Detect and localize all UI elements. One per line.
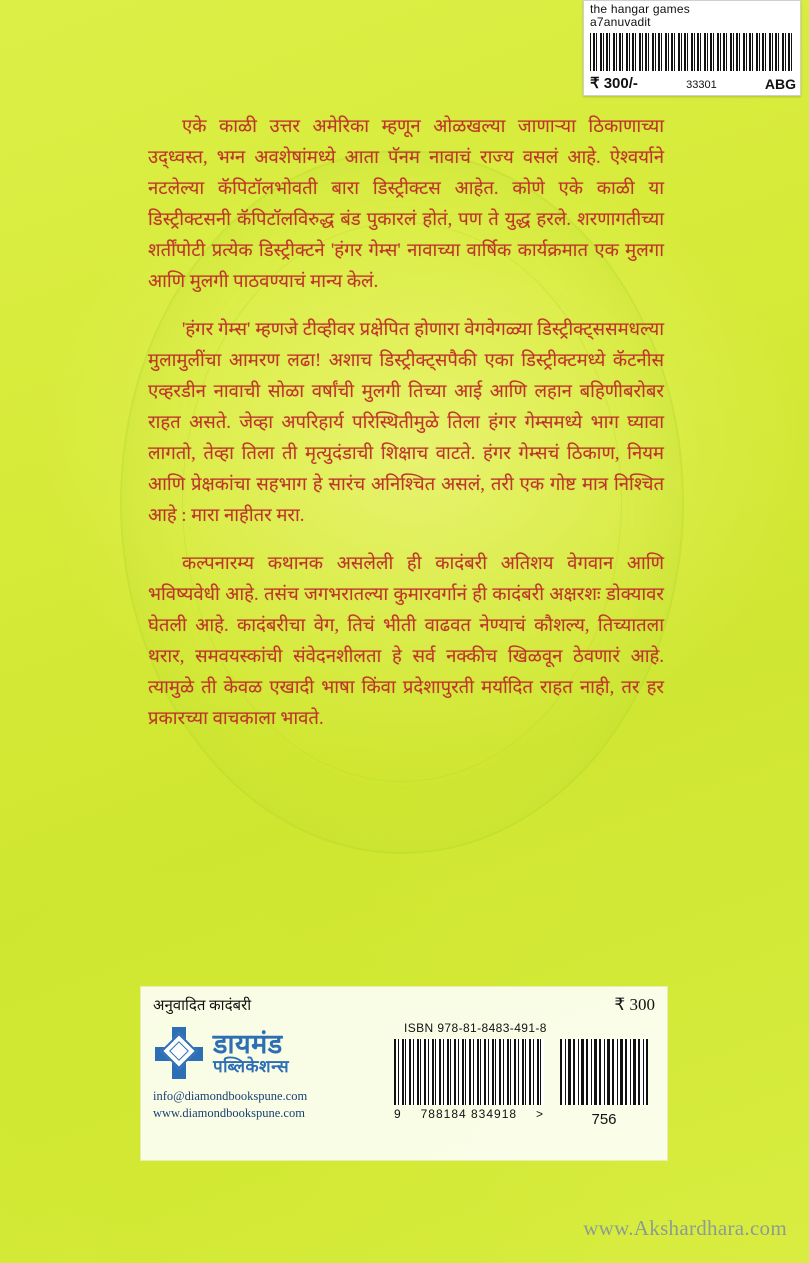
price-sticker [583,0,801,96]
sticker-code: 33301 [686,79,717,91]
barcode-digit-suffix: > [535,1107,544,1121]
site-watermark: www.Akshardhara.com [583,1216,787,1240]
barcode-digit-main: 788184 834918 [420,1107,518,1121]
blurb-paragraph-1: एके काळी उत्तर अमेरिका म्हणून ओळखल्या जाणाऱ्या ठिकाणाच्या उद्ध्वस्त, भग्न अवशेषांमध्ये आता पॅनम नावाचं राज्य वसलं आहे. ऐश्वर्याने नटलेल्या कॅपिटॉलभोवती बारा डिस्ट्रीक्टस आहेत. कोणे एके काळी या डिस्ट्रीक्टसनी कॅपिटॉलविरुद्ध बंड पुकारलं होतं, पण ते युद्ध हरले. शरणागतीच्या शर्तींपोटी प्रत्येक डिस्ट्रीक्टने 'हंगर गेम्स' नावाच्या वार्षिक कार्यक्रमात एक मुलगा आणि मुलगी पाठवण्याचं मान्य केलं. [148,117,664,292]
blurb-paragraph-3: कल्पनारम्य कथानक असलेली ही कादंबरी अतिशय वेगवान आणि भविष्यवेधी आहे. तसंच जगभरातल्या कुमारवर्गानं ही कादंबरी अक्षरशः डोक्यावर घेतली आहे. कादंबरीचा वेग, तिचं भीती वाढवत नेण्याचं कौशल्य, तिच्यातला थरार, समवयस्कांची संवेदनशीलता हे सर्व नक्कीच खिळवून ठेवणारं आहे. त्यामुळे ती केवळ एखादी भाषा किंवा प्रदेशापुरती मर्यादित राहत नाही, तर हर प्रकारच्या वाचकाला भावते. [148,554,664,729]
price-barcode [560,1039,648,1128]
diamond-logo-icon [153,1025,205,1081]
publisher-name-sub: पब्लिकेशन्स [213,1057,290,1077]
sticker-title-line-2: a7anuvadit [590,15,651,29]
sticker-barcode-icon [590,33,794,71]
publisher-info-panel [140,986,668,1161]
barcode-digit-prefix: 9 [394,1107,402,1121]
price-barcode-icon [560,1039,648,1105]
sticker-title-line-1: the hangar games [590,2,690,16]
publisher-website: www.diamondbookspune.com [153,1106,305,1120]
publisher-name: डायमंड [213,1028,283,1059]
isbn-barcode [394,1039,544,1121]
back-cover-blurb [148,112,664,735]
sticker-store-label: ABG [764,76,796,92]
isbn-barcode-icon [394,1039,544,1105]
isbn-text: ISBN 978-81-8483-491-8 [404,1021,547,1035]
sticker-price: ₹ 300/- [590,75,638,92]
publisher-logo [153,1025,388,1081]
price-barcode-number: 756 [591,1111,617,1128]
genre-label: अनुवादित कादंबरी [153,998,252,1014]
cover-price: ₹ 300 [614,995,655,1014]
blurb-paragraph-2: 'हंगर गेम्स' म्हणजे टीव्हीवर प्रक्षेपित होणारा वेगवेगळ्या डिस्ट्रीक्ट्ससमधल्या मुलामुलींचा आमरण लढा! अशाच डिस्ट्रीक्ट्सपैकी एका डिस्ट्रीक्टमध्ये कॅटनीस एव्हरडीन नावाची सोळा वर्षांची मुलगी तिच्या आई आणि लहान बहिणीबरोबर राहत असते. जेव्हा अपरिहार्य परिस्थितीमुळे तिला हंगर गेम्समध्ये भाग घ्यावा लागतो, तेव्हा तिला ती मृत्युदंडाची शिक्षाच वाटते. हंगर गेम्सचं ठिकाण, नियम आणि प्रेक्षकांचा सहभाग हे सारंच अनिश्चित असलं, तरी एक गोष्ट मात्र निश्चित आहे : मारा नाहीतर मरा. [148,320,664,526]
publisher-email: info@diamondbookspune.com [153,1089,308,1103]
